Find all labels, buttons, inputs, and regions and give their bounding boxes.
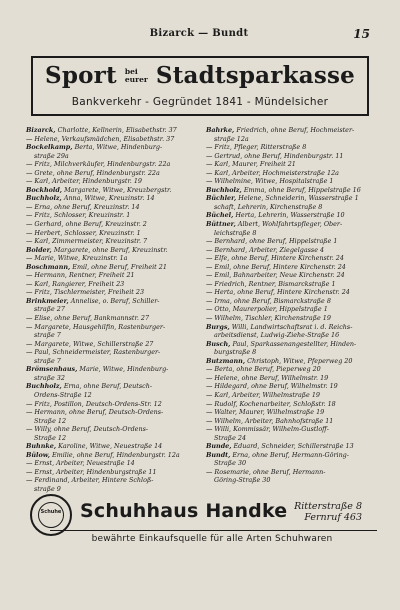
entry-surname: Brömsenhaus, [26,365,78,374]
entry-details: — Hermann, ohne Beruf, Deutsch-Ordens- [26,408,164,417]
entry-surname: Buhnke, [26,442,57,451]
entry-details: — Wilhelmine, Witwe, Hospitalstraße 1 [206,177,334,186]
entry-details: — Karl, Arbeiter, Hochmeisterstraße 12a [206,168,339,177]
directory-entry [26,476,196,485]
entry-details: straße 12a [214,134,249,143]
entry-details: — Marie, Witwe, Kreuzinstr. 1a [26,254,128,263]
entry-details: — Hermann, Rentner, Freiheit 21 [26,271,135,280]
directory-entry [206,263,376,272]
entry-surname: Bockhold, [26,185,63,194]
directory-entry [206,400,376,409]
entry-details: — Berta, ohne Beruf, Pieperweg 20 [206,365,321,374]
directory-entry [26,271,196,280]
directory-entry [26,237,196,246]
directory-entry [206,357,376,366]
directory-entry [206,229,376,238]
ad-word-stadtsparkasse: Stadtsparkasse [155,62,355,89]
right-column [206,126,376,485]
entry-details: — Ferdinand, Arbeiter, Hintere Schloß- [26,476,154,485]
entry-details: — Bernhard, ohne Beruf, Hippelstraße 1 [206,237,338,246]
entry-details: Straße 12 [34,433,67,442]
entry-surname: Busch, [206,339,231,348]
entry-details: Marie, Witwe, Hindenburg- [79,365,169,374]
directory-entry [26,203,196,212]
entry-details: — Karl, Rangierer, Freiheit 23 [26,279,125,288]
entry-details: — Herbert, Schlosser, Kreuzinstr. 1 [26,228,141,237]
entry-details: — Herta, ohne Beruf, Hintere Kirchenstr. 24 [206,288,350,297]
entry-details: — Helene, Verkaufsmädchen, Elisabethstr. 37 [26,134,175,143]
directory-entry [206,468,376,477]
entry-details: Charlotte, Kellnerin, Elisabethstr. 37 [57,126,177,134]
entry-details: Emma, ohne Beruf, Hippelstraße 16 [243,185,361,194]
entry-surname: Büttner, [206,220,236,229]
ad-small-word-bei: bei [124,66,138,76]
directory-entry [206,425,376,434]
entry-details: Anna, Witwe, Kreuzinstr. 14 [63,194,155,203]
schuhhaus-advertisement [40,500,362,544]
stadtsparkasse-advertisement [31,56,369,116]
directory-entry [206,126,376,135]
directory-entry [206,340,376,349]
directory-entry [206,391,376,400]
entry-details: — Paul, Schneidermeister, Rastenburger- [26,348,161,357]
entry-details: — Helene, ohne Beruf, Wilhelmstr. 19 [206,373,329,382]
entry-details: — Walter, Maurer, Wilhelmstraße 19 [206,408,325,417]
directory-entry [26,211,196,220]
directory-entry [206,365,376,374]
entry-details: Helene, Schneiderin, Wasserstraße 1 [238,194,359,203]
directory-entry [206,476,376,485]
entry-details: — Gerhard, ohne Beruf, Kreuzinstr. 2 [26,220,147,229]
directory-entry [26,451,196,460]
entry-details: — Emil, ohne Beruf, Hintere Kirchenstr. 24 [206,262,346,271]
entry-details: — Karl, Arbeiter, Wilhelmstraße 19 [206,390,320,399]
directory-entry [26,177,196,186]
directory-entry [26,340,196,349]
entry-details: Emil, ohne Beruf, Freiheit 21 [72,262,167,271]
directory-entry [206,203,376,212]
entry-details: — Bernhard, Arbeiter, Ziegelgasse 4 [206,245,325,254]
directory-entry [206,246,376,255]
entry-details: — Elise, ohne Beruf, Bankmannstr. 27 [26,314,150,323]
directory-entry [26,323,196,332]
entry-details: — Rudolf, Kochenarbeiter, Schloßstr. 18 [206,399,336,408]
directory-entry [26,160,196,169]
directory-listing [26,126,376,493]
entry-details: — Karl, Maurer, Freiheit 21 [206,160,296,169]
entry-details: — Rosemarie, ohne Beruf, Hermann- [206,467,326,476]
directory-entry [26,246,196,255]
entry-details: Ordens-Straße 12 [34,390,92,399]
entry-details: Erna, ohne Beruf, Deutsch- [63,382,153,391]
directory-entry [26,442,196,451]
directory-entry [26,186,196,195]
entry-details: — Margarete, Witwe, Schillerstraße 27 [26,339,154,348]
entry-surname: Brinkmeier, [26,296,69,305]
directory-entry [26,169,196,178]
directory-entry [26,357,196,366]
entry-details: — Willy, ohne Beruf, Deutsch-Ordens- [26,425,149,434]
directory-entry [206,186,376,195]
logo-text: Schuhe [40,509,62,515]
left-column [26,126,196,493]
entry-details: straße 29a [34,151,69,160]
directory-entry [26,297,196,306]
entry-details: — Karl, Zimmermeister, Kreuzinstr. 7 [26,237,148,246]
directory-entry [26,152,196,161]
directory-entry [26,135,196,144]
entry-details: — Friedrich, Rentner, Bismarckstraße 1 [206,279,336,288]
entry-details: Herta, Lehrerin, Wasserstraße 10 [235,211,345,220]
entry-details: — Ernst, Arbeiter, Neuestraße 14 [26,459,135,468]
logo-inner-ring [38,502,64,528]
entry-details: — Fritz, Tischlermeister, Freiheit 23 [26,288,145,297]
entry-details: — Fritz, Milchverkäufer, Hindenburgstr. 22a [26,160,171,169]
entry-details: schaft, Lehrerin, Kirchenstraße 8 [214,202,323,211]
entry-details: arbeitsdienst, Ludwig-Ziehe-Straße 16 [214,331,340,340]
directory-entry [26,365,196,374]
entry-surname: Burgs, [206,322,230,331]
directory-entry [26,374,196,383]
directory-entry [26,263,196,272]
entry-details: Albert, Wohlfahrtspfleger, Ober- [237,220,343,229]
directory-entry [206,459,376,468]
entry-details: — Grete, ohne Beruf, Hindenburgstr. 22a [26,168,160,177]
ad-small-word-eurer: eurer [124,74,148,84]
shop-tagline: bewährte Einkaufsquelle für alle Arten Schuhwaren [91,534,333,544]
directory-entry [206,220,376,229]
entry-details: Friedrich, ohne Beruf, Hochmeister- [236,126,355,134]
entry-details: Straße 12 [34,416,67,425]
directory-entry [206,382,376,391]
entry-surname: Buchholz, [26,194,62,203]
entry-details: — Emil, Bahnarbeiter, Neue Kirchenstr. 24 [206,271,345,280]
directory-entry [26,331,196,340]
entry-details: — Fritz, Pfleger, Ritterstraße 8 [206,143,307,152]
entry-details: Göring-Straße 30 [214,476,271,485]
shop-name: Schuhhaus Handke [80,500,288,522]
directory-entry [206,434,376,443]
ad-word-sport: Sport [45,62,117,89]
directory-entry [26,485,196,494]
entry-details: Emilie, ohne Beruf, Hindenburgstr. 12a [52,450,180,459]
entry-details: straße 27 [34,305,65,314]
directory-entry [26,143,196,152]
entry-details: Erna, ohne Beruf, Hermann-Göring- [232,450,349,459]
entry-details: — Erna, ohne Beruf, Kreuzinstr. 14 [26,202,140,211]
directory-entry [206,408,376,417]
divider [50,530,377,531]
directory-entry [26,348,196,357]
ad-headline [33,62,367,92]
entry-details: straße 7 [34,331,61,340]
page-number: 15 [353,27,370,41]
entry-details: Christoph, Witwe, Pfeperweg 20 [247,356,353,365]
entry-details: leichstraße 8 [214,228,257,237]
directory-entry [206,305,376,314]
directory-entry [26,305,196,314]
directory-entry [26,468,196,477]
directory-entry [206,314,376,323]
running-head: Bizarck — Bundt [149,28,249,39]
directory-entry [206,297,376,306]
directory-entry [206,323,376,332]
directory-entry [26,280,196,289]
entry-details: Straße 24 [214,433,247,442]
directory-entry [206,135,376,144]
directory-entry [206,331,376,340]
directory-entry [206,374,376,383]
entry-details: — Otto, Maurerpolier, Hippelstraße 1 [206,305,328,314]
directory-entry [26,459,196,468]
directory-entry [206,237,376,246]
directory-entry [26,254,196,263]
directory-entry [206,143,376,152]
entry-surname: Butzmann, [206,356,246,365]
entry-details: — Fritz, Schlosser, Kreuzinstr. 1 [26,211,131,220]
directory-entry [26,400,196,409]
entry-surname: Bizarck, [26,126,56,134]
entry-details: straße 9 [34,484,61,493]
directory-entry [206,442,376,451]
entry-details: — Elfe, ohne Beruf, Hintere Kirchenstr. 24 [206,254,344,263]
directory-entry [26,382,196,391]
ad-small-words [125,68,148,84]
entry-details: Eduard, Schneider, Schillerstraße 13 [233,442,354,451]
page-header [28,28,370,42]
directory-entry [206,211,376,220]
directory-entry [26,229,196,238]
directory-entry [26,126,196,135]
entry-details: Berta, Witwe, Hindenburg- [74,143,163,152]
directory-entry [26,288,196,297]
entry-details: — Wilhelm, Arbeiter, Bahnhofstraße 11 [206,416,334,425]
entry-details: — Fritz, Postillon, Deutsch-Ordens-Str. 12 [26,399,162,408]
entry-surname: Bülow, [26,450,50,459]
entry-details: Paul, Sparkassenangestellter, Hinden- [232,339,357,348]
entry-details: Willi, Landwirtschaftsrat i. d. Reichs- [231,322,353,331]
entry-details: Straße 30 [214,459,247,468]
entry-details: straße 32 [34,373,65,382]
directory-entry [26,425,196,434]
entry-surname: Buchholz, [206,185,242,194]
entry-details: — Margarete, Hausgehilfin, Rastenburger- [26,322,166,331]
directory-entry [206,177,376,186]
entry-surname: Bahrke, [206,126,235,134]
entry-details: Karoline, Witwe, Neuestraße 14 [58,442,163,451]
directory-entry [206,254,376,263]
entry-details: — Hildegard, ohne Beruf, Wilhelmstr. 19 [206,382,338,391]
entry-surname: Büchel, [206,211,234,220]
entry-details: Annelise, o. Beruf, Schiller- [70,296,160,305]
directory-entry [26,391,196,400]
directory-entry [26,408,196,417]
entry-surname: Bockelkamp, [26,143,73,152]
directory-entry [206,194,376,203]
entry-details: — Wilhelm, Tischler, Kirchenstraße 19 [206,314,331,323]
directory-entry [206,417,376,426]
shop-phone: Fernruf 463 [304,512,362,523]
directory-entry [26,417,196,426]
entry-details: — Irma, ohne Beruf, Bismarckstraße 8 [206,296,331,305]
entry-details: Margarete, ohne Beruf, Kreuzinstr. [53,245,168,254]
entry-surname: Bolder, [26,245,52,254]
entry-surname: Bundt, [206,450,231,459]
entry-details: — Willi, Kommissär, Wilhelm-Gustloff- [206,425,329,434]
directory-entry [206,280,376,289]
directory-entry [206,348,376,357]
directory-entry [206,451,376,460]
entry-details: Margarete, Witwe, Kreuzbergstr. [64,185,172,194]
directory-entry [206,169,376,178]
directory-entry [26,194,196,203]
entry-surname: Büchler, [206,194,237,203]
entry-surname: Bunde, [206,442,232,451]
entry-details: burgstraße 8 [214,348,257,357]
entry-details: — Karl, Arbeiter, Hindenburgstr. 19 [26,177,142,186]
directory-entry [26,434,196,443]
directory-entry [26,314,196,323]
directory-entry [206,288,376,297]
entry-surname: Boschmann, [26,262,71,271]
shop-street: Ritterstraße 8 [294,501,362,512]
entry-surname: Buchholz, [26,382,62,391]
entry-details: straße 7 [34,356,61,365]
directory-entry [206,152,376,161]
ad-subline: Bankverkehr - Gegründet 1841 - Mündelsicher [71,96,329,108]
directory-entry [206,271,376,280]
entry-details: — Gertrud, ohne Beruf, Hindenburgstr. 11 [206,151,344,160]
directory-entry [206,160,376,169]
shop-address [294,501,362,523]
directory-entry [26,220,196,229]
entry-details: — Ernst, Arbeiter, Hindenburgstraße 11 [26,467,157,476]
